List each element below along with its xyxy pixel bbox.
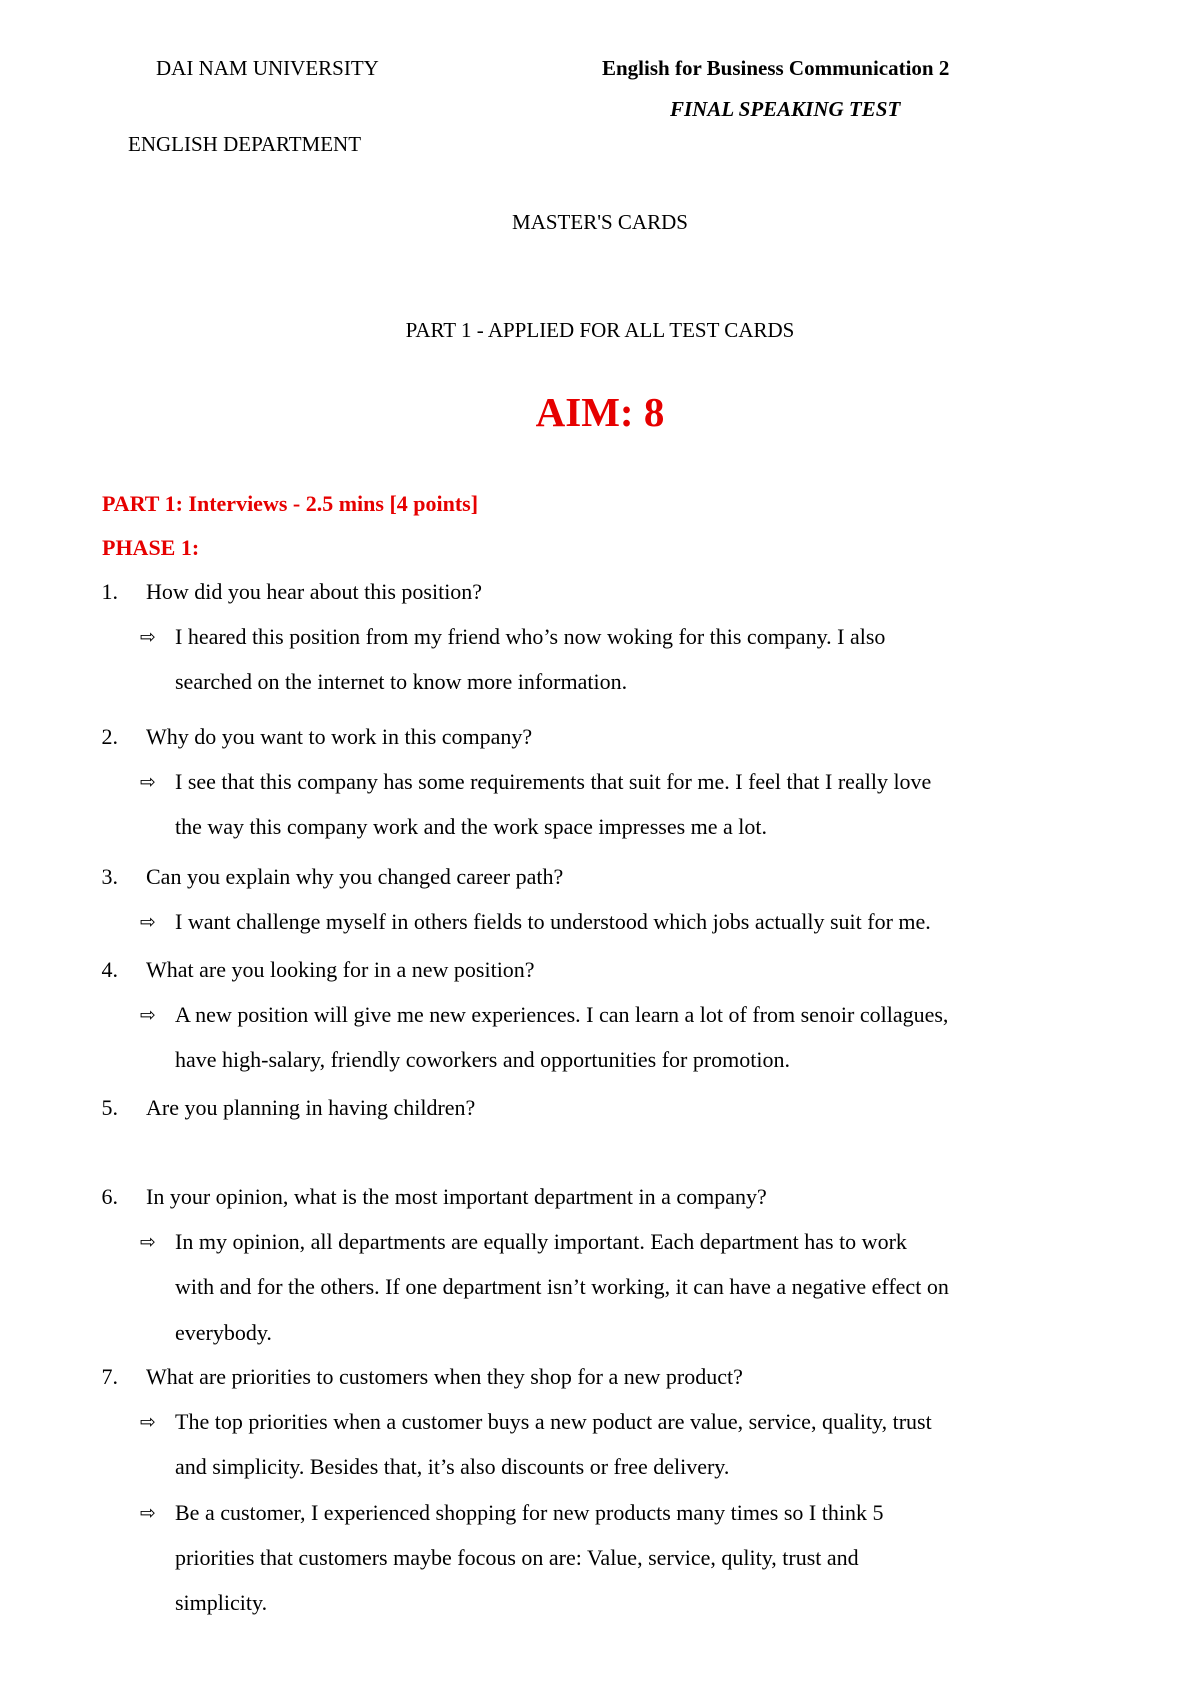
- question-text: Can you explain why you changed career path?: [146, 864, 564, 889]
- arrow-right-outline-icon: ⇨: [140, 1411, 156, 1434]
- question-number: 2.: [101, 724, 118, 749]
- question-number: 5.: [101, 1095, 118, 1120]
- question-text: How did you hear about this position?: [146, 579, 483, 604]
- answer-line: the way this company work and the work space impresses me a lot.: [175, 814, 768, 840]
- question-text: Why do you want to work in this company?: [146, 724, 533, 749]
- cards-title: MASTER'S CARDS: [512, 210, 688, 234]
- question-number: 4.: [101, 957, 118, 982]
- question-text: What are priorities to customers when they shop for a new product?: [146, 1364, 743, 1389]
- answer-line: everybody.: [175, 1319, 272, 1345]
- answer-line: simplicity.: [175, 1590, 268, 1615]
- phase-heading: PHASE 1:: [102, 535, 200, 560]
- answer-line: I heared this position from my friend who’s now woking for this company. I also: [175, 624, 886, 650]
- question-text: Are you planning in having children?: [146, 1095, 476, 1120]
- arrow-right-outline-icon: ⇨: [140, 1004, 156, 1027]
- answer-line: In my opinion, all departments are equally important. Each department has to work: [175, 1229, 907, 1255]
- answer-line: A new position will give me new experiences. I can learn a lot of from senoir collagues,: [175, 1002, 949, 1028]
- arrow-right-outline-icon: ⇨: [140, 771, 156, 794]
- part-heading: PART 1: Interviews - 2.5 mins [4 points]: [102, 491, 479, 516]
- answer-line: with and for the others. If one department isn’t working, it can have a negative effect on: [175, 1274, 949, 1300]
- answer-line: and simplicity. Besides that, it’s also discounts or free delivery.: [175, 1454, 730, 1480]
- answer-line: I see that this company has some requirements that suit for me. I feel that I really love: [175, 769, 932, 795]
- answer-line: The top priorities when a customer buys a new poduct are value, service, quality, trust: [175, 1409, 932, 1435]
- arrow-right-outline-icon: ⇨: [140, 1501, 156, 1524]
- question-number: 1.: [101, 579, 118, 604]
- university-name: DAI NAM UNIVERSITY: [156, 56, 379, 80]
- arrow-right-outline-icon: ⇨: [140, 911, 156, 934]
- answer-line: Be a customer, I experienced shopping for new products many times so I think 5: [175, 1499, 884, 1525]
- department-name: ENGLISH DEPARTMENT: [128, 132, 362, 156]
- question-number: 6.: [101, 1184, 118, 1209]
- test-name: FINAL SPEAKING TEST: [670, 97, 901, 121]
- question-text: In your opinion, what is the most important department in a company?: [146, 1184, 767, 1209]
- arrow-right-outline-icon: ⇨: [140, 626, 156, 649]
- answer-line: searched on the internet to know more information.: [175, 669, 628, 695]
- question-number: 3.: [101, 864, 118, 889]
- aim-score: AIM: 8: [535, 389, 665, 435]
- question-text: What are you looking for in a new position?: [146, 957, 535, 982]
- question-number: 7.: [101, 1364, 118, 1389]
- answer-line: priorities that customers maybe focous on are: Value, service, qulity, trust and: [175, 1544, 859, 1570]
- course-title: English for Business Communication 2: [602, 56, 950, 80]
- answer-line: have high-salary, friendly coworkers and opportunities for promotion.: [175, 1047, 791, 1073]
- answer-line: I want challenge myself in others fields to understood which jobs actually suit for me.: [175, 909, 931, 935]
- part-applied-title: PART 1 - APPLIED FOR ALL TEST CARDS: [405, 318, 795, 342]
- arrow-right-outline-icon: ⇨: [140, 1231, 156, 1254]
